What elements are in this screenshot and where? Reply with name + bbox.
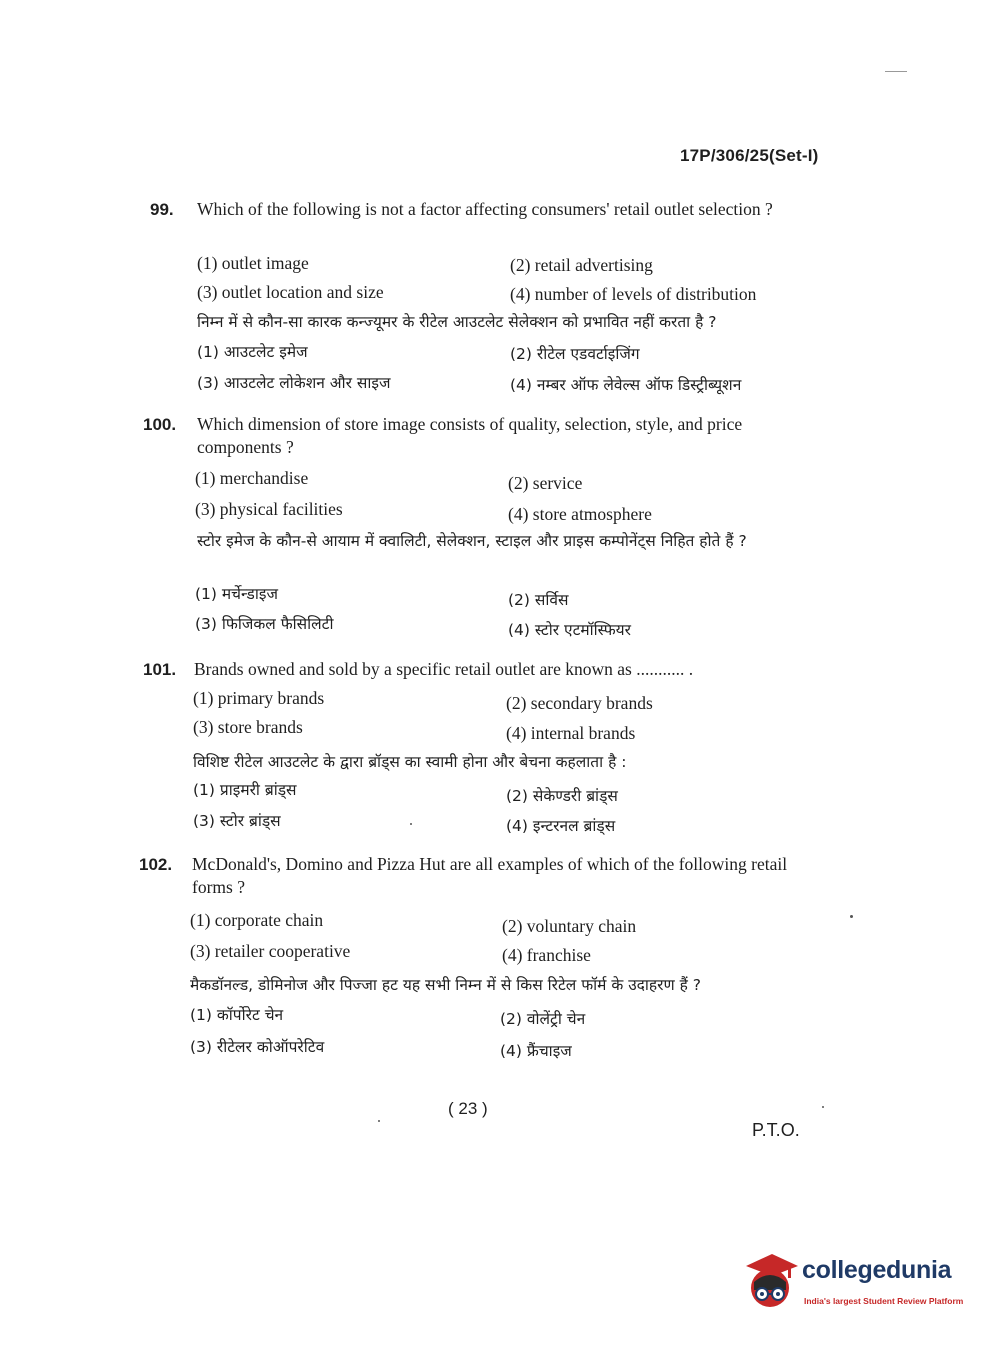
option-2: (2) service xyxy=(508,473,583,493)
hindi-option-1: (1) मर्चेन्डाइज xyxy=(195,585,278,603)
scan-speck xyxy=(822,1106,824,1108)
option-2: (2) secondary brands xyxy=(506,693,653,713)
hindi-option-2: (2) रीटेल एडवर्टाइजिंग xyxy=(510,345,640,363)
question-number: 102. xyxy=(139,855,173,874)
option-2: (2) voluntary chain xyxy=(502,916,637,936)
hindi-option-3: (3) रीटेलर कोऑपरेटिव xyxy=(190,1038,325,1056)
scan-speck xyxy=(378,1120,380,1122)
question-text: Which dimension of store image consists of quality, selection, style, and price components ? xyxy=(197,414,743,457)
hindi-option-1: (1) कॉर्पोरेट चेन xyxy=(190,1006,284,1024)
option-3: (3) outlet location and size xyxy=(197,282,384,302)
mascot-icon xyxy=(742,1252,800,1312)
corner-mark xyxy=(885,71,907,72)
option-3: (3) physical facilities xyxy=(195,499,343,519)
hindi-option-1: (1) प्राइमरी ब्रांड्स xyxy=(193,781,297,799)
hindi-option-3: (3) फिजिकल फैसिलिटी xyxy=(195,615,334,633)
option-4: (4) franchise xyxy=(502,945,591,965)
option-3: (3) store brands xyxy=(193,717,303,737)
question-number: 101. xyxy=(143,660,177,679)
collegedunia-logo xyxy=(742,1252,972,1314)
logo-wordmark: collegedunia xyxy=(802,1256,952,1284)
option-1: (1) merchandise xyxy=(195,468,309,488)
question-number: 99. xyxy=(150,200,174,219)
hindi-option-2: (2) सेकेण्डरी ब्रांड्स xyxy=(506,787,618,805)
question-number: 100. xyxy=(143,415,177,434)
hindi-option-4: (4) स्टोर एटमॉस्फियर xyxy=(508,621,631,639)
option-1: (1) corporate chain xyxy=(190,910,324,930)
hindi-question-text: विशिष्ट रीटेल आउटलेट के द्वारा ब्रॉड्स का स्वामी होना और बेचना कहलाता है : xyxy=(193,753,627,771)
paper-code: 17P/306/25(Set-I) xyxy=(680,146,819,165)
hindi-option-2: (2) सर्विस xyxy=(508,591,569,609)
hindi-option-4: (4) इन्टरनल ब्रांड्स xyxy=(506,817,616,835)
option-1: (1) primary brands xyxy=(193,688,325,708)
hindi-option-4: (4) नम्बर ऑफ लेवेल्स ऑफ डिस्ट्रीब्यूशन xyxy=(510,376,742,394)
scan-speck xyxy=(410,823,412,825)
pto-label: P.T.O. xyxy=(752,1120,800,1140)
question-text: Brands owned and sold by a specific retail outlet are known as ........... . xyxy=(194,659,694,679)
hindi-question-text: स्टोर इमेज के कौन-से आयाम में क्वालिटी, सेलेक्शन, स्टाइल और प्राइस कम्पोनेंट्स निहित होते हैं ? xyxy=(197,532,747,550)
option-3: (3) retailer cooperative xyxy=(190,941,351,961)
hindi-option-3: (3) आउटलेट लोकेशन और साइज xyxy=(197,374,391,392)
logo-tagline: India's largest Student Review Platform xyxy=(804,1296,964,1306)
scan-speck xyxy=(850,915,853,918)
option-4: (4) number of levels of distribution xyxy=(510,284,757,304)
option-1: (1) outlet image xyxy=(197,253,309,273)
hindi-option-1: (1) आउटलेट इमेज xyxy=(197,343,308,361)
option-4: (4) store atmosphere xyxy=(508,504,652,524)
option-2: (2) retail advertising xyxy=(510,255,653,275)
option-4: (4) internal brands xyxy=(506,723,636,743)
question-text: McDonald's, Domino and Pizza Hut are all examples of which of the following retail forms ? xyxy=(192,854,788,897)
page-number: ( 23 ) xyxy=(448,1099,488,1118)
hindi-option-4: (4) फ्रैंचाइज xyxy=(500,1042,572,1060)
hindi-question-text: निम्न में से कौन-सा कारक कन्ज्यूमर के रीटेल आउटलेट सेलेक्शन को प्रभावित नहीं करता है ? xyxy=(197,313,717,331)
hindi-option-3: (3) स्टोर ब्रांड्स xyxy=(193,812,281,830)
hindi-option-2: (2) वोलेंट्री चेन xyxy=(500,1010,586,1028)
question-text: Which of the following is not a factor affecting consumers' retail outlet selection ? xyxy=(197,199,773,219)
hindi-question-text: मैकडॉनल्ड, डोमिनोज और पिज्जा हट यह सभी निम्न में से किस रिटेल फॉर्म के उदाहरण हैं ? xyxy=(190,976,702,994)
